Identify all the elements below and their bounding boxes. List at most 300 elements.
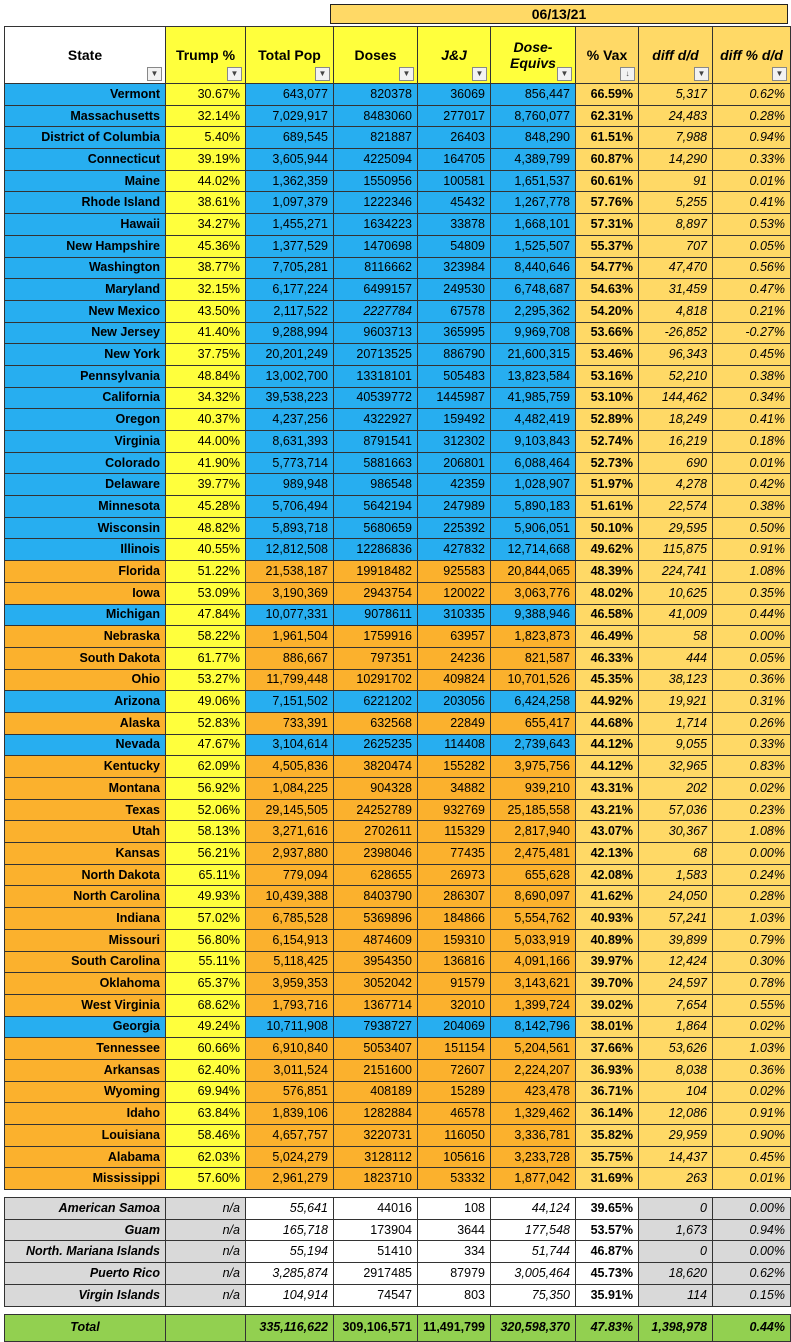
- cell-diff[interactable]: 263: [639, 1168, 713, 1190]
- cell-diff[interactable]: 12,086: [639, 1103, 713, 1125]
- filter-dropdown-icon[interactable]: ▼: [399, 67, 414, 81]
- cell-vax[interactable]: 46.49%: [576, 626, 639, 648]
- cell-doses[interactable]: 19918482: [334, 561, 418, 583]
- cell-vax[interactable]: 44.92%: [576, 691, 639, 713]
- cell-trump[interactable]: 40.37%: [166, 409, 246, 431]
- cell-doses[interactable]: 4874609: [334, 929, 418, 951]
- cell-vax[interactable]: 60.87%: [576, 149, 639, 171]
- cell-doses[interactable]: 1367714: [334, 994, 418, 1016]
- cell-equiv[interactable]: 21,600,315: [491, 344, 576, 366]
- cell-equiv[interactable]: 8,690,097: [491, 886, 576, 908]
- cell-name[interactable]: Minnesota: [5, 496, 166, 518]
- cell-name[interactable]: Wisconsin: [5, 517, 166, 539]
- cell-diffp[interactable]: 0.42%: [713, 474, 791, 496]
- header-diffp[interactable]: [713, 27, 791, 84]
- cell-vax[interactable]: 36.14%: [576, 1103, 639, 1125]
- cell-diff[interactable]: 16,219: [639, 431, 713, 453]
- cell-trump[interactable]: 56.80%: [166, 929, 246, 951]
- cell-name[interactable]: Pennsylvania: [5, 365, 166, 387]
- cell-pop[interactable]: 55,194: [246, 1241, 334, 1263]
- cell-diffp[interactable]: 0.28%: [713, 886, 791, 908]
- cell-diff[interactable]: 202: [639, 778, 713, 800]
- cell-vax[interactable]: 53.66%: [576, 322, 639, 344]
- cell-vax[interactable]: 62.31%: [576, 105, 639, 127]
- cell-vax[interactable]: 39.97%: [576, 951, 639, 973]
- cell-doses[interactable]: 821887: [334, 127, 418, 149]
- cell-trump[interactable]: n/a: [166, 1263, 246, 1285]
- cell-name[interactable]: Washington: [5, 257, 166, 279]
- cell-diff[interactable]: 690: [639, 452, 713, 474]
- cell-trump[interactable]: 44.00%: [166, 431, 246, 453]
- cell-name[interactable]: Idaho: [5, 1103, 166, 1125]
- filter-dropdown-icon[interactable]: ▼: [315, 67, 330, 81]
- cell-vax[interactable]: 38.01%: [576, 1016, 639, 1038]
- cell-diffp[interactable]: 0.28%: [713, 105, 791, 127]
- cell-jj[interactable]: 26973: [418, 864, 491, 886]
- cell-equiv[interactable]: 3,233,728: [491, 1146, 576, 1168]
- cell-diffp[interactable]: 0.02%: [713, 1081, 791, 1103]
- cell-diffp[interactable]: 0.02%: [713, 1016, 791, 1038]
- cell-doses[interactable]: 8791541: [334, 431, 418, 453]
- cell-diffp[interactable]: 0.26%: [713, 712, 791, 734]
- cell-pop[interactable]: 9,288,994: [246, 322, 334, 344]
- cell-equiv[interactable]: 5,890,183: [491, 496, 576, 518]
- cell-trump[interactable]: 69.94%: [166, 1081, 246, 1103]
- cell-vax[interactable]: 50.10%: [576, 517, 639, 539]
- cell-jj[interactable]: 53332: [418, 1168, 491, 1190]
- cell-diffp[interactable]: 0.21%: [713, 300, 791, 322]
- cell-diff[interactable]: 224,741: [639, 561, 713, 583]
- cell-diff[interactable]: 29,595: [639, 517, 713, 539]
- cell-jj[interactable]: 116050: [418, 1125, 491, 1147]
- cell-pop[interactable]: 21,538,187: [246, 561, 334, 583]
- cell-trump[interactable]: 38.61%: [166, 192, 246, 214]
- cell-diff[interactable]: 57,036: [639, 799, 713, 821]
- cell-equiv[interactable]: 2,224,207: [491, 1059, 576, 1081]
- cell-jj[interactable]: 164705: [418, 149, 491, 171]
- cell-jj[interactable]: 365995: [418, 322, 491, 344]
- cell-vax[interactable]: 51.61%: [576, 496, 639, 518]
- cell-vax[interactable]: 53.16%: [576, 365, 639, 387]
- cell-diffp[interactable]: 0.47%: [713, 279, 791, 301]
- cell-doses[interactable]: 5053407: [334, 1038, 418, 1060]
- cell-name[interactable]: New Jersey: [5, 322, 166, 344]
- cell-doses[interactable]: 2398046: [334, 843, 418, 865]
- cell-doses[interactable]: 3220731: [334, 1125, 418, 1147]
- cell-diff[interactable]: 24,050: [639, 886, 713, 908]
- cell-pop[interactable]: 5,893,718: [246, 517, 334, 539]
- cell-pop[interactable]: 12,812,508: [246, 539, 334, 561]
- cell-doses[interactable]: 408189: [334, 1081, 418, 1103]
- cell-jj[interactable]: 91579: [418, 973, 491, 995]
- cell-diff[interactable]: 24,483: [639, 105, 713, 127]
- cell-vax[interactable]: 39.02%: [576, 994, 639, 1016]
- cell-doses[interactable]: 6221202: [334, 691, 418, 713]
- cell-equiv[interactable]: 3,063,776: [491, 582, 576, 604]
- cell-jj[interactable]: 11,491,799: [418, 1314, 491, 1341]
- cell-pop[interactable]: 1,793,716: [246, 994, 334, 1016]
- cell-diffp[interactable]: 0.90%: [713, 1125, 791, 1147]
- header-pop[interactable]: [246, 27, 334, 84]
- cell-doses[interactable]: 5642194: [334, 496, 418, 518]
- cell-pop[interactable]: 5,773,714: [246, 452, 334, 474]
- cell-vax[interactable]: 42.13%: [576, 843, 639, 865]
- cell-jj[interactable]: 225392: [418, 517, 491, 539]
- filter-dropdown-icon[interactable]: ▼: [147, 67, 162, 81]
- cell-diffp[interactable]: 0.01%: [713, 1168, 791, 1190]
- cell-trump[interactable]: 55.11%: [166, 951, 246, 973]
- date-header[interactable]: 06/13/21: [330, 4, 788, 24]
- filter-dropdown-icon[interactable]: ▼: [694, 67, 709, 81]
- cell-doses[interactable]: 3820474: [334, 756, 418, 778]
- cell-equiv[interactable]: 1,668,101: [491, 214, 576, 236]
- cell-pop[interactable]: 1,362,359: [246, 170, 334, 192]
- cell-name[interactable]: Hawaii: [5, 214, 166, 236]
- cell-diffp[interactable]: 0.78%: [713, 973, 791, 995]
- cell-jj[interactable]: 15289: [418, 1081, 491, 1103]
- cell-pop[interactable]: 1,084,225: [246, 778, 334, 800]
- cell-name[interactable]: Utah: [5, 821, 166, 843]
- cell-name[interactable]: Colorado: [5, 452, 166, 474]
- cell-diffp[interactable]: 0.91%: [713, 1103, 791, 1125]
- cell-jj[interactable]: 184866: [418, 908, 491, 930]
- cell-diffp[interactable]: 0.62%: [713, 84, 791, 106]
- cell-name[interactable]: Rhode Island: [5, 192, 166, 214]
- filter-dropdown-icon[interactable]: ▼: [557, 67, 572, 81]
- cell-doses[interactable]: 2943754: [334, 582, 418, 604]
- cell-doses[interactable]: 6499157: [334, 279, 418, 301]
- cell-jj[interactable]: 323984: [418, 257, 491, 279]
- cell-equiv[interactable]: 9,969,708: [491, 322, 576, 344]
- cell-doses[interactable]: 986548: [334, 474, 418, 496]
- cell-jj[interactable]: 159492: [418, 409, 491, 431]
- cell-name[interactable]: California: [5, 387, 166, 409]
- cell-diff[interactable]: 38,123: [639, 669, 713, 691]
- cell-diff[interactable]: 53,626: [639, 1038, 713, 1060]
- cell-pop[interactable]: 4,657,757: [246, 1125, 334, 1147]
- cell-trump[interactable]: 49.06%: [166, 691, 246, 713]
- cell-diffp[interactable]: 0.34%: [713, 387, 791, 409]
- cell-vax[interactable]: 52.73%: [576, 452, 639, 474]
- cell-pop[interactable]: 1,097,379: [246, 192, 334, 214]
- cell-diff[interactable]: 5,317: [639, 84, 713, 106]
- cell-vax[interactable]: 35.82%: [576, 1125, 639, 1147]
- cell-equiv[interactable]: 10,701,526: [491, 669, 576, 691]
- cell-name[interactable]: Delaware: [5, 474, 166, 496]
- cell-pop[interactable]: 3,104,614: [246, 734, 334, 756]
- cell-diff[interactable]: 8,897: [639, 214, 713, 236]
- cell-jj[interactable]: 886790: [418, 344, 491, 366]
- cell-pop[interactable]: 11,799,448: [246, 669, 334, 691]
- cell-jj[interactable]: 26403: [418, 127, 491, 149]
- cell-jj[interactable]: 3644: [418, 1219, 491, 1241]
- cell-trump[interactable]: 47.84%: [166, 604, 246, 626]
- header-trump[interactable]: [166, 27, 246, 84]
- cell-jj[interactable]: 1445987: [418, 387, 491, 409]
- cell-trump[interactable]: 56.21%: [166, 843, 246, 865]
- cell-doses[interactable]: 13318101: [334, 365, 418, 387]
- header-equiv[interactable]: [491, 27, 576, 84]
- cell-vax[interactable]: 39.65%: [576, 1198, 639, 1220]
- cell-diff[interactable]: 1,398,978: [639, 1314, 713, 1341]
- cell-doses[interactable]: 3052042: [334, 973, 418, 995]
- cell-jj[interactable]: 427832: [418, 539, 491, 561]
- cell-diffp[interactable]: 0.00%: [713, 1198, 791, 1220]
- cell-jj[interactable]: 925583: [418, 561, 491, 583]
- cell-pop[interactable]: 29,145,505: [246, 799, 334, 821]
- cell-pop[interactable]: 4,505,836: [246, 756, 334, 778]
- cell-pop[interactable]: 1,377,529: [246, 235, 334, 257]
- cell-vax[interactable]: 55.37%: [576, 235, 639, 257]
- cell-diff[interactable]: 444: [639, 647, 713, 669]
- cell-equiv[interactable]: 939,210: [491, 778, 576, 800]
- cell-trump[interactable]: 34.32%: [166, 387, 246, 409]
- cell-diffp[interactable]: 0.33%: [713, 734, 791, 756]
- cell-pop[interactable]: 3,959,353: [246, 973, 334, 995]
- cell-pop[interactable]: 165,718: [246, 1219, 334, 1241]
- cell-trump[interactable]: 40.55%: [166, 539, 246, 561]
- cell-doses[interactable]: 8483060: [334, 105, 418, 127]
- cell-pop[interactable]: 1,961,504: [246, 626, 334, 648]
- cell-doses[interactable]: 44016: [334, 1198, 418, 1220]
- cell-diffp[interactable]: 0.41%: [713, 192, 791, 214]
- cell-pop[interactable]: 2,961,279: [246, 1168, 334, 1190]
- cell-diff[interactable]: 39,899: [639, 929, 713, 951]
- cell-pop[interactable]: 5,024,279: [246, 1146, 334, 1168]
- cell-pop[interactable]: 6,785,528: [246, 908, 334, 930]
- cell-pop[interactable]: 6,177,224: [246, 279, 334, 301]
- cell-vax[interactable]: 31.69%: [576, 1168, 639, 1190]
- cell-equiv[interactable]: 12,714,668: [491, 539, 576, 561]
- cell-diffp[interactable]: 0.02%: [713, 778, 791, 800]
- cell-diff[interactable]: 8,038: [639, 1059, 713, 1081]
- cell-pop[interactable]: 779,094: [246, 864, 334, 886]
- cell-vax[interactable]: 54.63%: [576, 279, 639, 301]
- cell-pop[interactable]: 10,439,388: [246, 886, 334, 908]
- cell-doses[interactable]: 1759916: [334, 626, 418, 648]
- cell-diffp[interactable]: 0.38%: [713, 496, 791, 518]
- cell-equiv[interactable]: 2,739,643: [491, 734, 576, 756]
- cell-jj[interactable]: 63957: [418, 626, 491, 648]
- cell-diffp[interactable]: 1.08%: [713, 821, 791, 843]
- cell-trump[interactable]: 32.15%: [166, 279, 246, 301]
- cell-vax[interactable]: 43.21%: [576, 799, 639, 821]
- cell-jj[interactable]: 32010: [418, 994, 491, 1016]
- cell-name[interactable]: Guam: [5, 1219, 166, 1241]
- cell-diffp[interactable]: 0.33%: [713, 149, 791, 171]
- cell-pop[interactable]: 5,706,494: [246, 496, 334, 518]
- cell-diffp[interactable]: -0.27%: [713, 322, 791, 344]
- cell-equiv[interactable]: 41,985,759: [491, 387, 576, 409]
- cell-name[interactable]: Massachusetts: [5, 105, 166, 127]
- cell-diffp[interactable]: 0.23%: [713, 799, 791, 821]
- cell-jj[interactable]: 108: [418, 1198, 491, 1220]
- cell-name[interactable]: Total: [5, 1314, 166, 1341]
- cell-vax[interactable]: 44.12%: [576, 734, 639, 756]
- cell-doses[interactable]: 797351: [334, 647, 418, 669]
- cell-diff[interactable]: 29,959: [639, 1125, 713, 1147]
- cell-name[interactable]: Maine: [5, 170, 166, 192]
- cell-pop[interactable]: 576,851: [246, 1081, 334, 1103]
- cell-name[interactable]: Illinois: [5, 539, 166, 561]
- cell-equiv[interactable]: 6,424,258: [491, 691, 576, 713]
- cell-name[interactable]: Virgin Islands: [5, 1284, 166, 1306]
- cell-diff[interactable]: 41,009: [639, 604, 713, 626]
- cell-equiv[interactable]: 856,447: [491, 84, 576, 106]
- cell-pop[interactable]: 3,285,874: [246, 1263, 334, 1285]
- cell-diff[interactable]: 0: [639, 1198, 713, 1220]
- cell-vax[interactable]: 39.70%: [576, 973, 639, 995]
- cell-vax[interactable]: 52.89%: [576, 409, 639, 431]
- cell-name[interactable]: South Dakota: [5, 647, 166, 669]
- cell-jj[interactable]: 310335: [418, 604, 491, 626]
- cell-trump[interactable]: 57.02%: [166, 908, 246, 930]
- cell-diff[interactable]: 12,424: [639, 951, 713, 973]
- cell-doses[interactable]: 309,106,571: [334, 1314, 418, 1341]
- cell-diff[interactable]: 47,470: [639, 257, 713, 279]
- cell-equiv[interactable]: 848,290: [491, 127, 576, 149]
- cell-vax[interactable]: 41.62%: [576, 886, 639, 908]
- cell-pop[interactable]: 13,002,700: [246, 365, 334, 387]
- cell-jj[interactable]: 120022: [418, 582, 491, 604]
- cell-trump[interactable]: 45.28%: [166, 496, 246, 518]
- cell-equiv[interactable]: 6,088,464: [491, 452, 576, 474]
- cell-vax[interactable]: 57.31%: [576, 214, 639, 236]
- cell-trump[interactable]: 38.77%: [166, 257, 246, 279]
- cell-vax[interactable]: 37.66%: [576, 1038, 639, 1060]
- cell-doses[interactable]: 4225094: [334, 149, 418, 171]
- cell-jj[interactable]: 159310: [418, 929, 491, 951]
- cell-vax[interactable]: 53.57%: [576, 1219, 639, 1241]
- cell-pop[interactable]: 2,937,880: [246, 843, 334, 865]
- cell-name[interactable]: Nevada: [5, 734, 166, 756]
- cell-diff[interactable]: 0: [639, 1241, 713, 1263]
- cell-diffp[interactable]: 0.94%: [713, 1219, 791, 1241]
- cell-vax[interactable]: 35.75%: [576, 1146, 639, 1168]
- cell-equiv[interactable]: 3,975,756: [491, 756, 576, 778]
- cell-equiv[interactable]: 4,091,166: [491, 951, 576, 973]
- cell-name[interactable]: Maryland: [5, 279, 166, 301]
- cell-pop[interactable]: 733,391: [246, 712, 334, 734]
- cell-jj[interactable]: 42359: [418, 474, 491, 496]
- cell-jj[interactable]: 247989: [418, 496, 491, 518]
- cell-name[interactable]: American Samoa: [5, 1198, 166, 1220]
- filter-dropdown-icon[interactable]: ▼: [227, 67, 242, 81]
- cell-trump[interactable]: [166, 1314, 246, 1341]
- cell-diff[interactable]: 7,988: [639, 127, 713, 149]
- cell-vax[interactable]: 66.59%: [576, 84, 639, 106]
- cell-jj[interactable]: 54809: [418, 235, 491, 257]
- cell-doses[interactable]: 20713525: [334, 344, 418, 366]
- cell-jj[interactable]: 151154: [418, 1038, 491, 1060]
- cell-jj[interactable]: 24236: [418, 647, 491, 669]
- cell-trump[interactable]: 65.37%: [166, 973, 246, 995]
- cell-jj[interactable]: 932769: [418, 799, 491, 821]
- cell-name[interactable]: Iowa: [5, 582, 166, 604]
- cell-diffp[interactable]: 0.36%: [713, 669, 791, 691]
- cell-diffp[interactable]: 0.53%: [713, 214, 791, 236]
- cell-vax[interactable]: 45.35%: [576, 669, 639, 691]
- cell-vax[interactable]: 51.97%: [576, 474, 639, 496]
- cell-doses[interactable]: 4322927: [334, 409, 418, 431]
- cell-vax[interactable]: 46.87%: [576, 1241, 639, 1263]
- cell-vax[interactable]: 40.93%: [576, 908, 639, 930]
- cell-jj[interactable]: 155282: [418, 756, 491, 778]
- cell-trump[interactable]: 32.14%: [166, 105, 246, 127]
- cell-equiv[interactable]: 20,844,065: [491, 561, 576, 583]
- sort-descending-icon[interactable]: ↓: [620, 67, 635, 81]
- cell-doses[interactable]: 1470698: [334, 235, 418, 257]
- cell-diffp[interactable]: 0.56%: [713, 257, 791, 279]
- cell-pop[interactable]: 7,029,917: [246, 105, 334, 127]
- cell-diffp[interactable]: 0.50%: [713, 517, 791, 539]
- cell-equiv[interactable]: 9,103,843: [491, 431, 576, 453]
- cell-vax[interactable]: 46.33%: [576, 647, 639, 669]
- cell-name[interactable]: North Dakota: [5, 864, 166, 886]
- cell-vax[interactable]: 43.31%: [576, 778, 639, 800]
- cell-trump[interactable]: 44.02%: [166, 170, 246, 192]
- cell-equiv[interactable]: 5,554,762: [491, 908, 576, 930]
- cell-name[interactable]: Mississippi: [5, 1168, 166, 1190]
- cell-name[interactable]: Alabama: [5, 1146, 166, 1168]
- cell-doses[interactable]: 904328: [334, 778, 418, 800]
- cell-trump[interactable]: 51.22%: [166, 561, 246, 583]
- cell-equiv[interactable]: 44,124: [491, 1198, 576, 1220]
- cell-name[interactable]: Nebraska: [5, 626, 166, 648]
- cell-diffp[interactable]: 0.01%: [713, 170, 791, 192]
- cell-equiv[interactable]: 3,143,621: [491, 973, 576, 995]
- cell-trump[interactable]: 45.36%: [166, 235, 246, 257]
- cell-pop[interactable]: 7,705,281: [246, 257, 334, 279]
- cell-equiv[interactable]: 3,005,464: [491, 1263, 576, 1285]
- cell-pop[interactable]: 6,154,913: [246, 929, 334, 951]
- cell-diff[interactable]: 4,818: [639, 300, 713, 322]
- cell-doses[interactable]: 1823710: [334, 1168, 418, 1190]
- cell-trump[interactable]: 62.40%: [166, 1059, 246, 1081]
- cell-equiv[interactable]: 4,389,799: [491, 149, 576, 171]
- cell-diffp[interactable]: 0.79%: [713, 929, 791, 951]
- cell-trump[interactable]: 48.82%: [166, 517, 246, 539]
- cell-trump[interactable]: 30.67%: [166, 84, 246, 106]
- cell-diffp[interactable]: 1.08%: [713, 561, 791, 583]
- cell-diff[interactable]: 68: [639, 843, 713, 865]
- cell-trump[interactable]: 49.93%: [166, 886, 246, 908]
- cell-name[interactable]: Ohio: [5, 669, 166, 691]
- cell-diffp[interactable]: 0.55%: [713, 994, 791, 1016]
- cell-name[interactable]: District of Columbia: [5, 127, 166, 149]
- cell-doses[interactable]: 10291702: [334, 669, 418, 691]
- cell-diff[interactable]: 9,055: [639, 734, 713, 756]
- cell-name[interactable]: Vermont: [5, 84, 166, 106]
- cell-vax[interactable]: 47.83%: [576, 1314, 639, 1341]
- cell-trump[interactable]: 63.84%: [166, 1103, 246, 1125]
- cell-diff[interactable]: 14,437: [639, 1146, 713, 1168]
- cell-vax[interactable]: 57.76%: [576, 192, 639, 214]
- cell-doses[interactable]: 5369896: [334, 908, 418, 930]
- cell-pop[interactable]: 886,667: [246, 647, 334, 669]
- cell-equiv[interactable]: 2,475,481: [491, 843, 576, 865]
- cell-diffp[interactable]: 0.94%: [713, 127, 791, 149]
- cell-diffp[interactable]: 0.05%: [713, 647, 791, 669]
- cell-jj[interactable]: 803: [418, 1284, 491, 1306]
- cell-doses[interactable]: 40539772: [334, 387, 418, 409]
- cell-jj[interactable]: 87979: [418, 1263, 491, 1285]
- cell-diffp[interactable]: 0.01%: [713, 452, 791, 474]
- cell-diff[interactable]: 115,875: [639, 539, 713, 561]
- cell-jj[interactable]: 100581: [418, 170, 491, 192]
- cell-jj[interactable]: 312302: [418, 431, 491, 453]
- cell-diffp[interactable]: 0.44%: [713, 1314, 791, 1341]
